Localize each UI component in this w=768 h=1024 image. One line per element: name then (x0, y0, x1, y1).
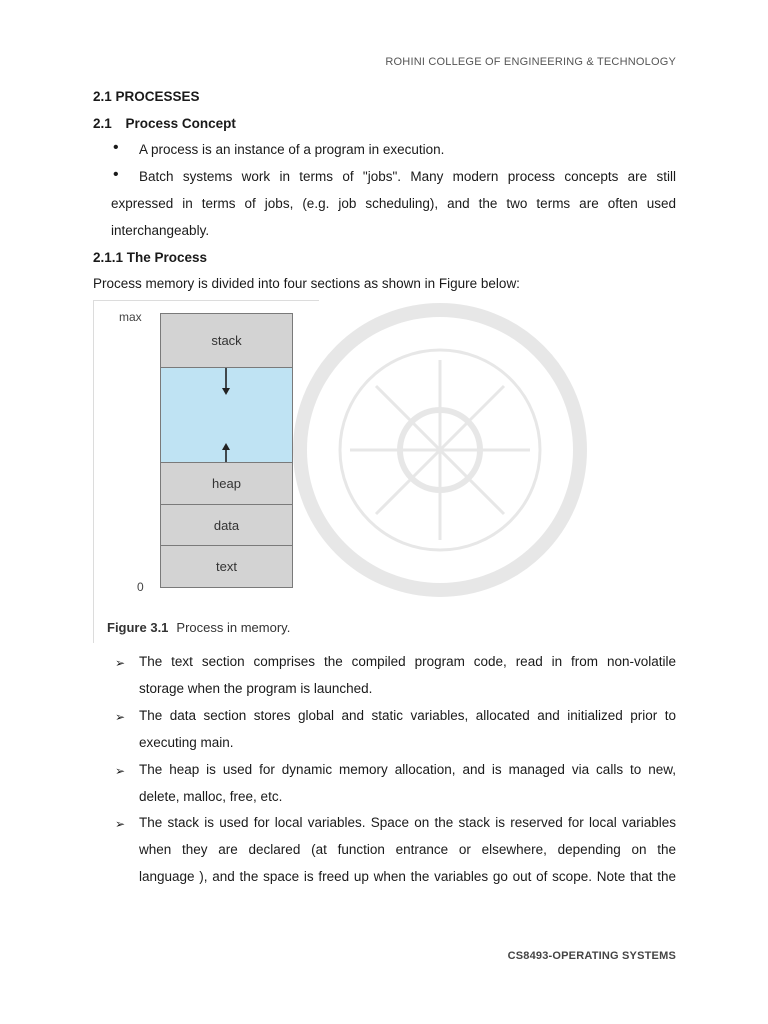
round-bullet-icon: • (113, 166, 119, 183)
segment-label: heap (212, 476, 241, 491)
page-footer: CS8493-OPERATING SYSTEMS (507, 950, 676, 962)
arrow-bullet-line: The data section stores global and static variables, allocated and initialized prior to (139, 708, 676, 723)
growth-arrows-icon (160, 368, 293, 464)
arrow-bullet-line: The heap is used for dynamic memory allocation, and is managed via calls to new, (139, 762, 676, 777)
arrow-bullet-line: delete, malloc, free, etc. (139, 789, 283, 804)
arrow-bullet-line: storage when the program is launched. (139, 681, 373, 696)
arrowhead-bullet-icon: ➢ (115, 764, 126, 778)
figure-caption (107, 620, 290, 635)
heap-segment (160, 462, 293, 505)
bullet-text-line: interchangeably. (111, 223, 210, 238)
round-bullet-icon: • (113, 139, 119, 156)
data-segment (160, 504, 293, 546)
subsection-title: Process Concept (125, 116, 236, 131)
arrow-bullet-line: language ), and the space is freed up when the variables go out of scope. Note that the (139, 869, 676, 884)
free-space-segment (160, 367, 293, 463)
arrow-bullet-line: executing main. (139, 735, 234, 750)
bullet-text-line: Batch systems work in terms of "jobs". Many modern process concepts are still (139, 169, 676, 184)
process-memory-figure (93, 300, 319, 643)
max-label: max (119, 310, 142, 324)
arrowhead-bullet-icon: ➢ (115, 656, 126, 670)
arrow-bullet-line: when they are declared (at function entrance or elsewhere, depending on the (139, 842, 676, 857)
subsubsection-title: 2.1.1 The Process (93, 250, 208, 265)
segment-label: text (216, 559, 237, 574)
figure-number: Figure 3.1 (107, 620, 169, 635)
zero-label: 0 (137, 580, 144, 594)
bullet-text-line: expressed in terms of jobs, (e.g. job scheduling), and the two terms are often used (111, 196, 676, 211)
text-segment (160, 545, 293, 588)
arrowhead-bullet-icon: ➢ (115, 817, 126, 831)
segment-label: data (213, 517, 240, 533)
arrowhead-bullet-icon: ➢ (115, 710, 126, 724)
figure-caption-text: Process in memory. (176, 620, 291, 635)
intro-paragraph: Process memory is divided into four sections as shown in Figure below: (93, 276, 520, 291)
college-seal-watermark-icon (290, 300, 590, 600)
subsection-number: 2.1 (93, 116, 112, 131)
stack-segment (160, 313, 293, 368)
section-title: 2.1 PROCESSES (93, 89, 200, 104)
segment-label: stack (211, 333, 242, 348)
page-header: ROHINI COLLEGE OF ENGINEERING & TECHNOLOGY (385, 56, 676, 68)
arrow-bullet-line: The stack is used for local variables. Space on the stack is reserved for local variables (139, 815, 676, 830)
bullet-text: A process is an instance of a program in execution. (139, 142, 445, 157)
subsection-heading (93, 116, 236, 131)
arrow-bullet-line: The text section comprises the compiled program code, read in from non-volatile (139, 654, 676, 669)
